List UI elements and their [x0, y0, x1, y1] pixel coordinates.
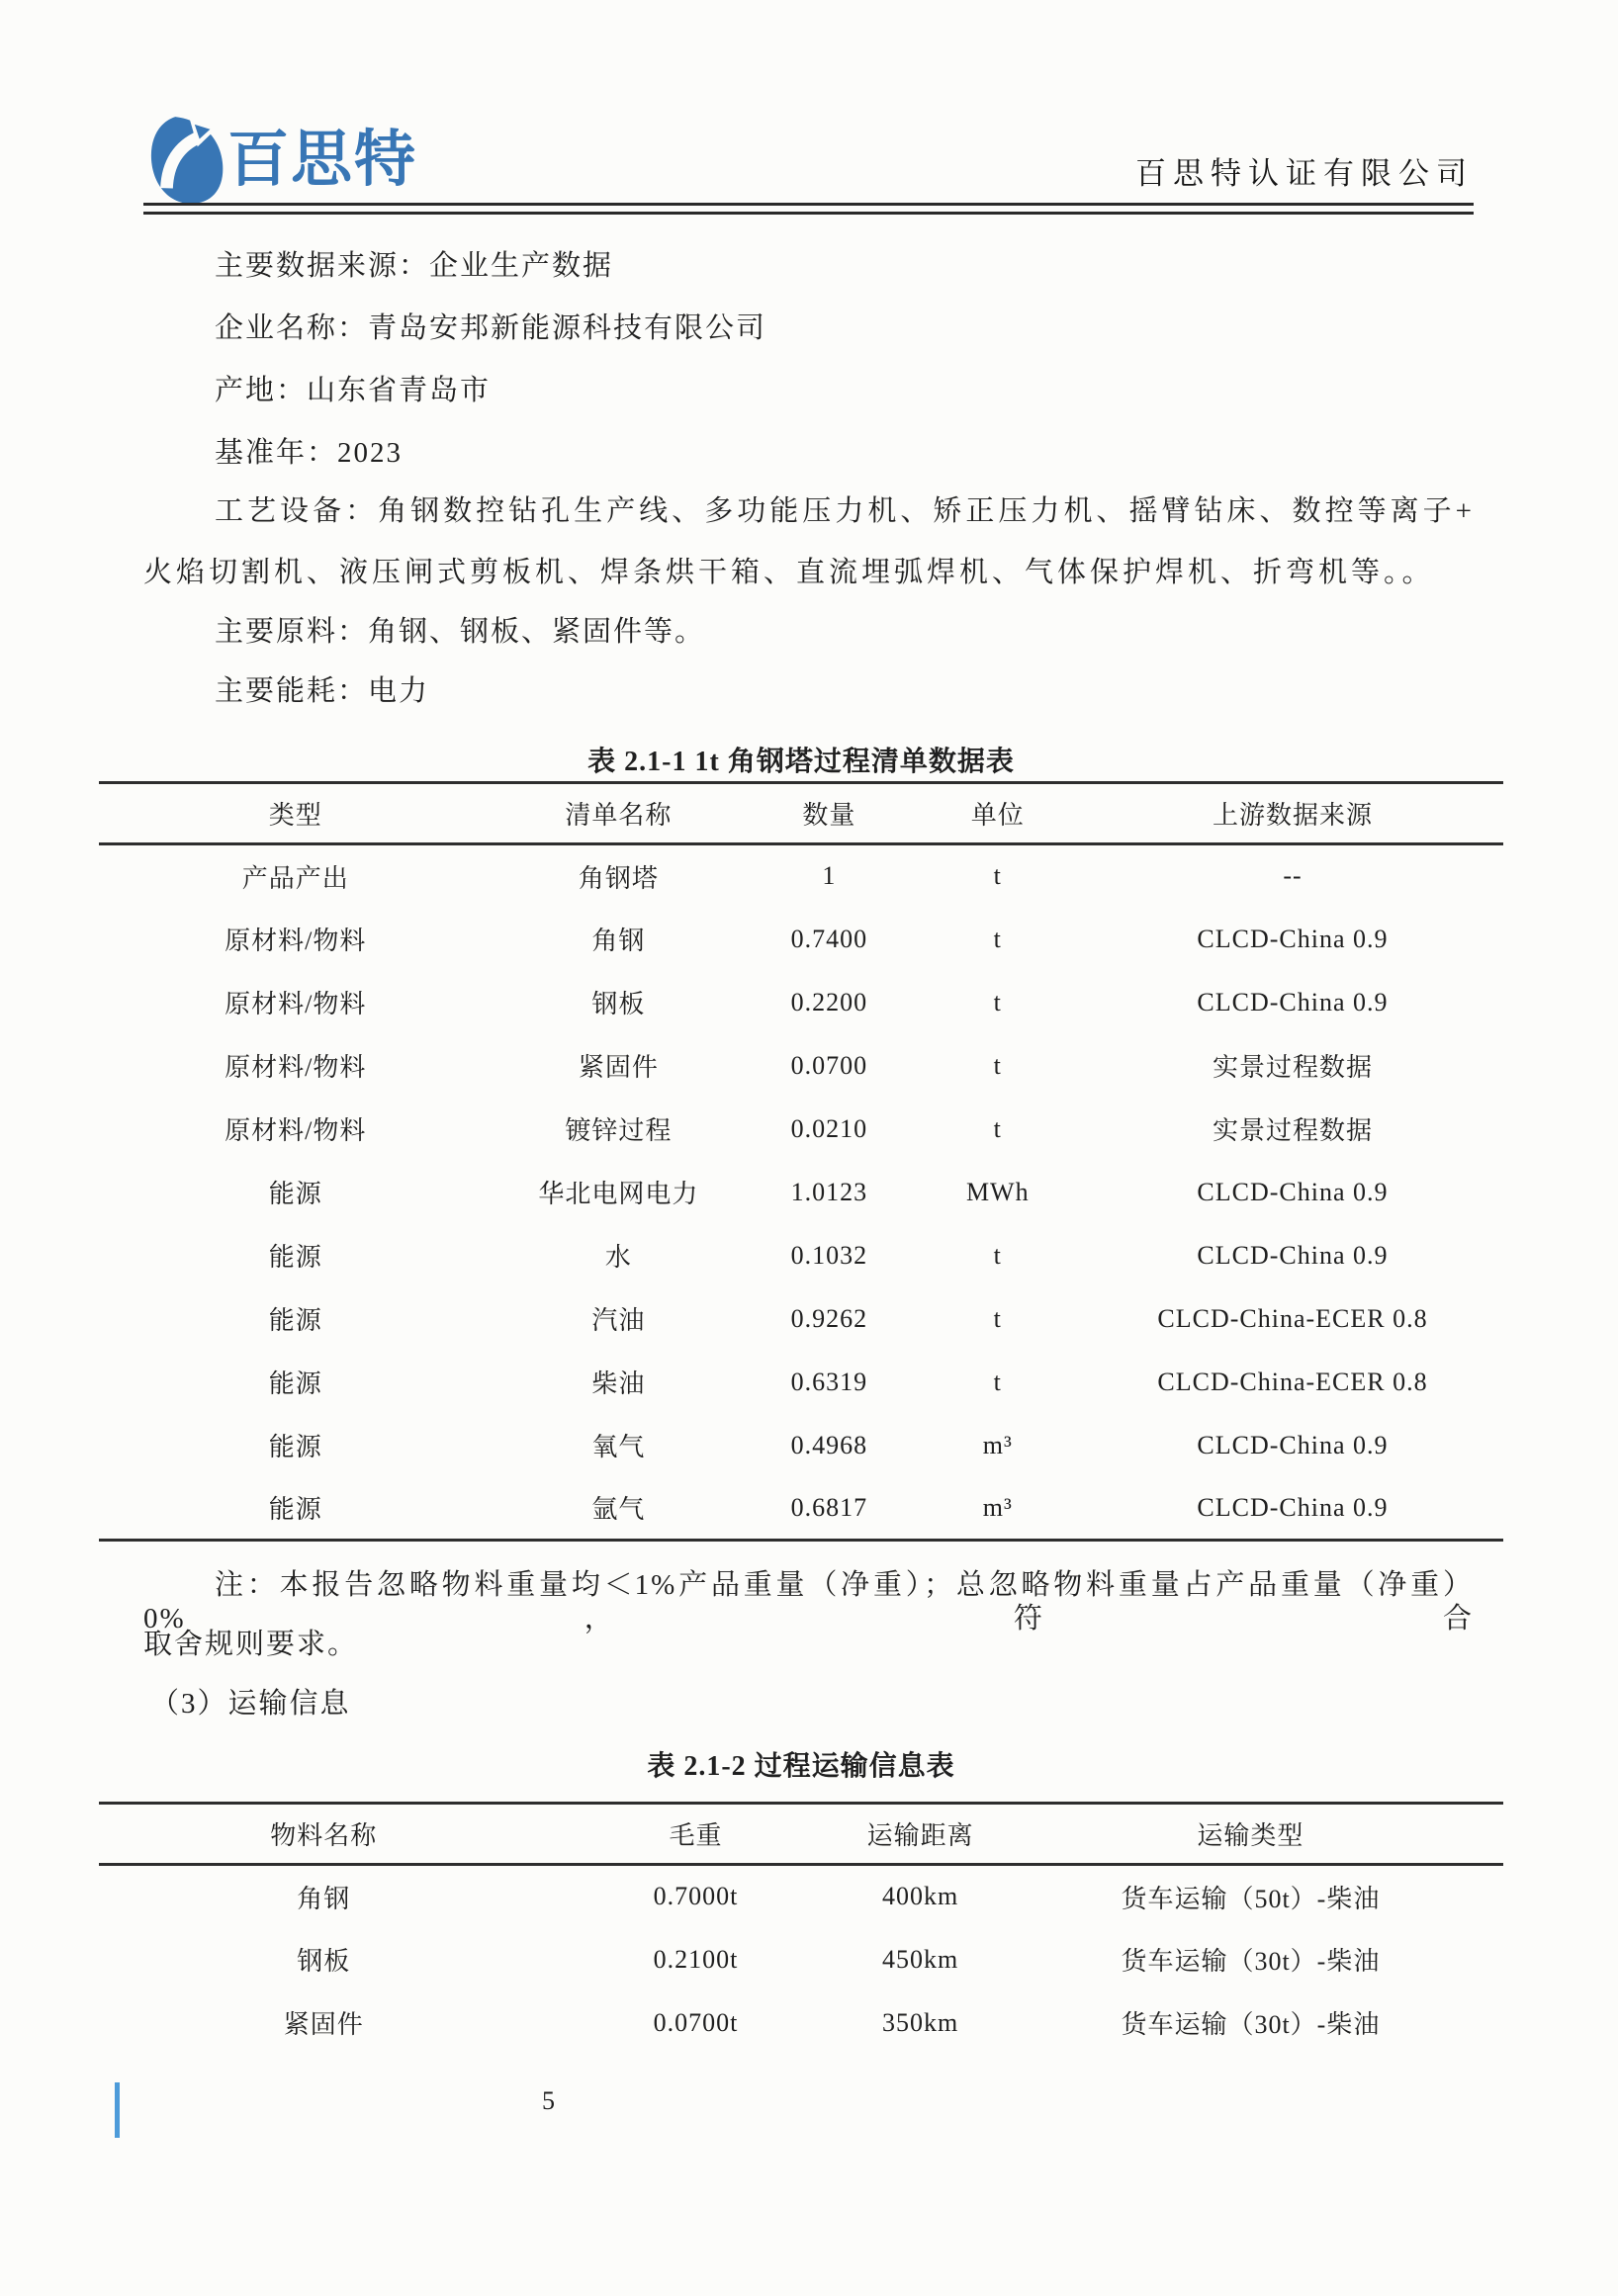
- cell-unit: MWh: [965, 1177, 1030, 1206]
- cell-transport-type: 货车运输（30t）-柴油: [1121, 1947, 1381, 1976]
- table1-row: [99, 1098, 1503, 1161]
- table2-col-distance: 运输距离: [866, 1821, 974, 1850]
- table1-col-qty: 数量: [802, 801, 856, 830]
- section-heading-transport: （3）运输信息: [150, 1688, 351, 1720]
- para-equipment-line1: 工艺设备：角钢数控钻孔生产线、多功能压力机、矫正压力机、摇臂钻床、数控等离子+: [215, 495, 1474, 527]
- cell-unit: t: [993, 1367, 1002, 1396]
- note-line-1: 注：本报告忽略物料重量均＜1%产品重量（净重）；总忽略物料重量占产品重量（净重）0%，符合: [143, 1569, 1474, 1634]
- table1-col-item: 清单名称: [565, 801, 673, 830]
- cell-unit: t: [993, 924, 1002, 953]
- cell-qty: 0.1032: [790, 1240, 868, 1270]
- cell-item: 氧气: [591, 1433, 646, 1461]
- cell-type: 能源: [268, 1433, 322, 1461]
- company-name: 百思特认证有限公司: [1135, 156, 1474, 191]
- table1-col-unit: 单位: [970, 801, 1025, 830]
- cell-qty: 0.0700: [790, 1050, 868, 1080]
- cell-qty: 0.2200: [790, 987, 868, 1016]
- table1-header-row: [99, 783, 1503, 844]
- table2-title: 表 2.1-2 过程运输信息表: [647, 1751, 955, 1782]
- cell-upstream: CLCD-China-ECER 0.8: [1157, 1303, 1428, 1333]
- cell-item: 柴油: [591, 1369, 646, 1398]
- cell-unit: t: [993, 1113, 1002, 1143]
- cell-transport-type: 货车运输（50t）-柴油: [1121, 1884, 1381, 1913]
- cell-item: 汽油: [591, 1306, 646, 1335]
- table1-row: [99, 1287, 1503, 1351]
- para-base-year: 基准年：2023: [215, 437, 404, 469]
- cell-qty: 0.6817: [790, 1492, 868, 1522]
- cell-transport-type: 货车运输（30t）-柴油: [1121, 2010, 1381, 2039]
- logo: [146, 111, 417, 210]
- para-energy: 主要能耗：电力: [215, 675, 430, 707]
- cell-upstream: CLCD-China 0.9: [1197, 987, 1389, 1016]
- table2-row: [99, 1991, 1503, 2055]
- cell-upstream: 实景过程数据: [1212, 1116, 1373, 1145]
- table1-process-inventory: [99, 781, 1503, 1542]
- cell-qty: 1: [822, 861, 837, 891]
- cell-item: 钢板: [591, 990, 646, 1018]
- cell-unit: m³: [982, 1492, 1013, 1522]
- table2-header-row: [99, 1804, 1503, 1865]
- cell-gross-weight: 0.2100t: [653, 1944, 739, 1974]
- table1-col-upstream: 上游数据来源: [1212, 801, 1373, 830]
- cell-upstream: --: [1283, 861, 1303, 891]
- para-materials: 主要原料：角钢、钢板、紧固件等。: [215, 616, 706, 648]
- cell-unit: t: [993, 987, 1002, 1016]
- cell-type: 能源: [268, 1495, 322, 1525]
- para-company: 企业名称：青岛安邦新能源科技有限公司: [215, 312, 767, 344]
- table2-transport-info: [99, 1802, 1503, 2055]
- cell-upstream: CLCD-China 0.9: [1197, 924, 1389, 953]
- table2-col-material: 物料名称: [270, 1821, 378, 1850]
- table1-row: [99, 844, 1503, 908]
- para-data-source: 主要数据来源：企业生产数据: [215, 250, 614, 282]
- table1-row: [99, 908, 1503, 971]
- cell-material: 钢板: [297, 1947, 351, 1976]
- cell-material: 角钢: [297, 1884, 351, 1913]
- cell-item: 水: [604, 1243, 632, 1272]
- header-divider: [143, 203, 1474, 215]
- table2-row: [99, 1865, 1503, 1928]
- logo-leaf-arrow-icon: [146, 111, 227, 210]
- cell-type: 原材料/物料: [225, 927, 367, 955]
- cell-upstream: CLCD-China 0.9: [1197, 1430, 1389, 1459]
- table1-title: 表 2.1-1 1t 角钢塔过程清单数据表: [587, 747, 1015, 777]
- cell-qty: 0.4968: [790, 1430, 868, 1459]
- table2-col-transport-type: 运输类型: [1197, 1821, 1304, 1850]
- table1-row: [99, 1034, 1503, 1098]
- cell-distance: 400km: [882, 1882, 959, 1911]
- table2-row: [99, 1928, 1503, 1991]
- cell-qty: 0.9262: [790, 1303, 868, 1333]
- logo-text: 百思特: [227, 126, 418, 194]
- cell-type: 能源: [268, 1180, 322, 1208]
- table1-col-type: 类型: [268, 801, 322, 830]
- cell-qty: 1.0123: [790, 1177, 868, 1206]
- cell-unit: t: [993, 1303, 1002, 1333]
- cell-unit: t: [993, 1240, 1002, 1270]
- para-equipment-line2: 火焰切割机、液压闸式剪板机、焊条烘干箱、直流埋弧焊机、气体保护焊机、折弯机等。。: [143, 557, 1435, 588]
- table1-row: [99, 1477, 1503, 1541]
- cell-material: 紧固件: [283, 2010, 364, 2039]
- cell-upstream: CLCD-China-ECER 0.8: [1157, 1367, 1428, 1396]
- cell-upstream: 实景过程数据: [1212, 1053, 1373, 1082]
- cell-gross-weight: 0.7000t: [653, 1882, 739, 1911]
- cell-upstream: CLCD-China 0.9: [1197, 1177, 1389, 1206]
- cell-qty: 0.6319: [790, 1367, 868, 1396]
- cell-item: 氩气: [591, 1495, 646, 1525]
- cell-type: 能源: [268, 1369, 322, 1398]
- cell-item: 华北电网电力: [538, 1180, 699, 1208]
- table2-col-gross-weight: 毛重: [669, 1821, 723, 1850]
- table1-row: [99, 1351, 1503, 1414]
- cell-type: 原材料/物料: [225, 1116, 367, 1145]
- cell-unit: t: [993, 1050, 1002, 1080]
- cell-unit: t: [993, 861, 1002, 891]
- table1-row: [99, 1161, 1503, 1224]
- cell-item: 角钢: [591, 927, 646, 955]
- cell-item: 镀锌过程: [565, 1116, 673, 1145]
- table1-row: [99, 971, 1503, 1034]
- cell-unit: m³: [982, 1430, 1013, 1459]
- cell-type: 原材料/物料: [225, 1053, 367, 1082]
- cell-distance: 350km: [882, 2007, 959, 2037]
- note-line-2: 取舍规则要求。: [143, 1629, 359, 1660]
- cell-qty: 0.7400: [790, 924, 868, 953]
- cell-distance: 450km: [882, 1944, 959, 1974]
- table1-row: [99, 1414, 1503, 1477]
- para-origin: 产地：山东省青岛市: [215, 375, 492, 406]
- cell-type: 原材料/物料: [225, 990, 367, 1018]
- cell-upstream: CLCD-China 0.9: [1197, 1240, 1389, 1270]
- cell-item: 紧固件: [578, 1053, 659, 1082]
- table1-row: [99, 1224, 1503, 1287]
- cell-type: 产品产出: [241, 863, 349, 893]
- cell-qty: 0.0210: [790, 1113, 868, 1143]
- cell-type: 能源: [268, 1306, 322, 1335]
- cell-type: 能源: [268, 1243, 322, 1272]
- margin-mark: [115, 2082, 120, 2138]
- cell-item: 角钢塔: [578, 863, 659, 893]
- cell-gross-weight: 0.0700t: [653, 2007, 739, 2037]
- cell-upstream: CLCD-China 0.9: [1197, 1492, 1389, 1522]
- page-number: 5: [542, 2086, 555, 2115]
